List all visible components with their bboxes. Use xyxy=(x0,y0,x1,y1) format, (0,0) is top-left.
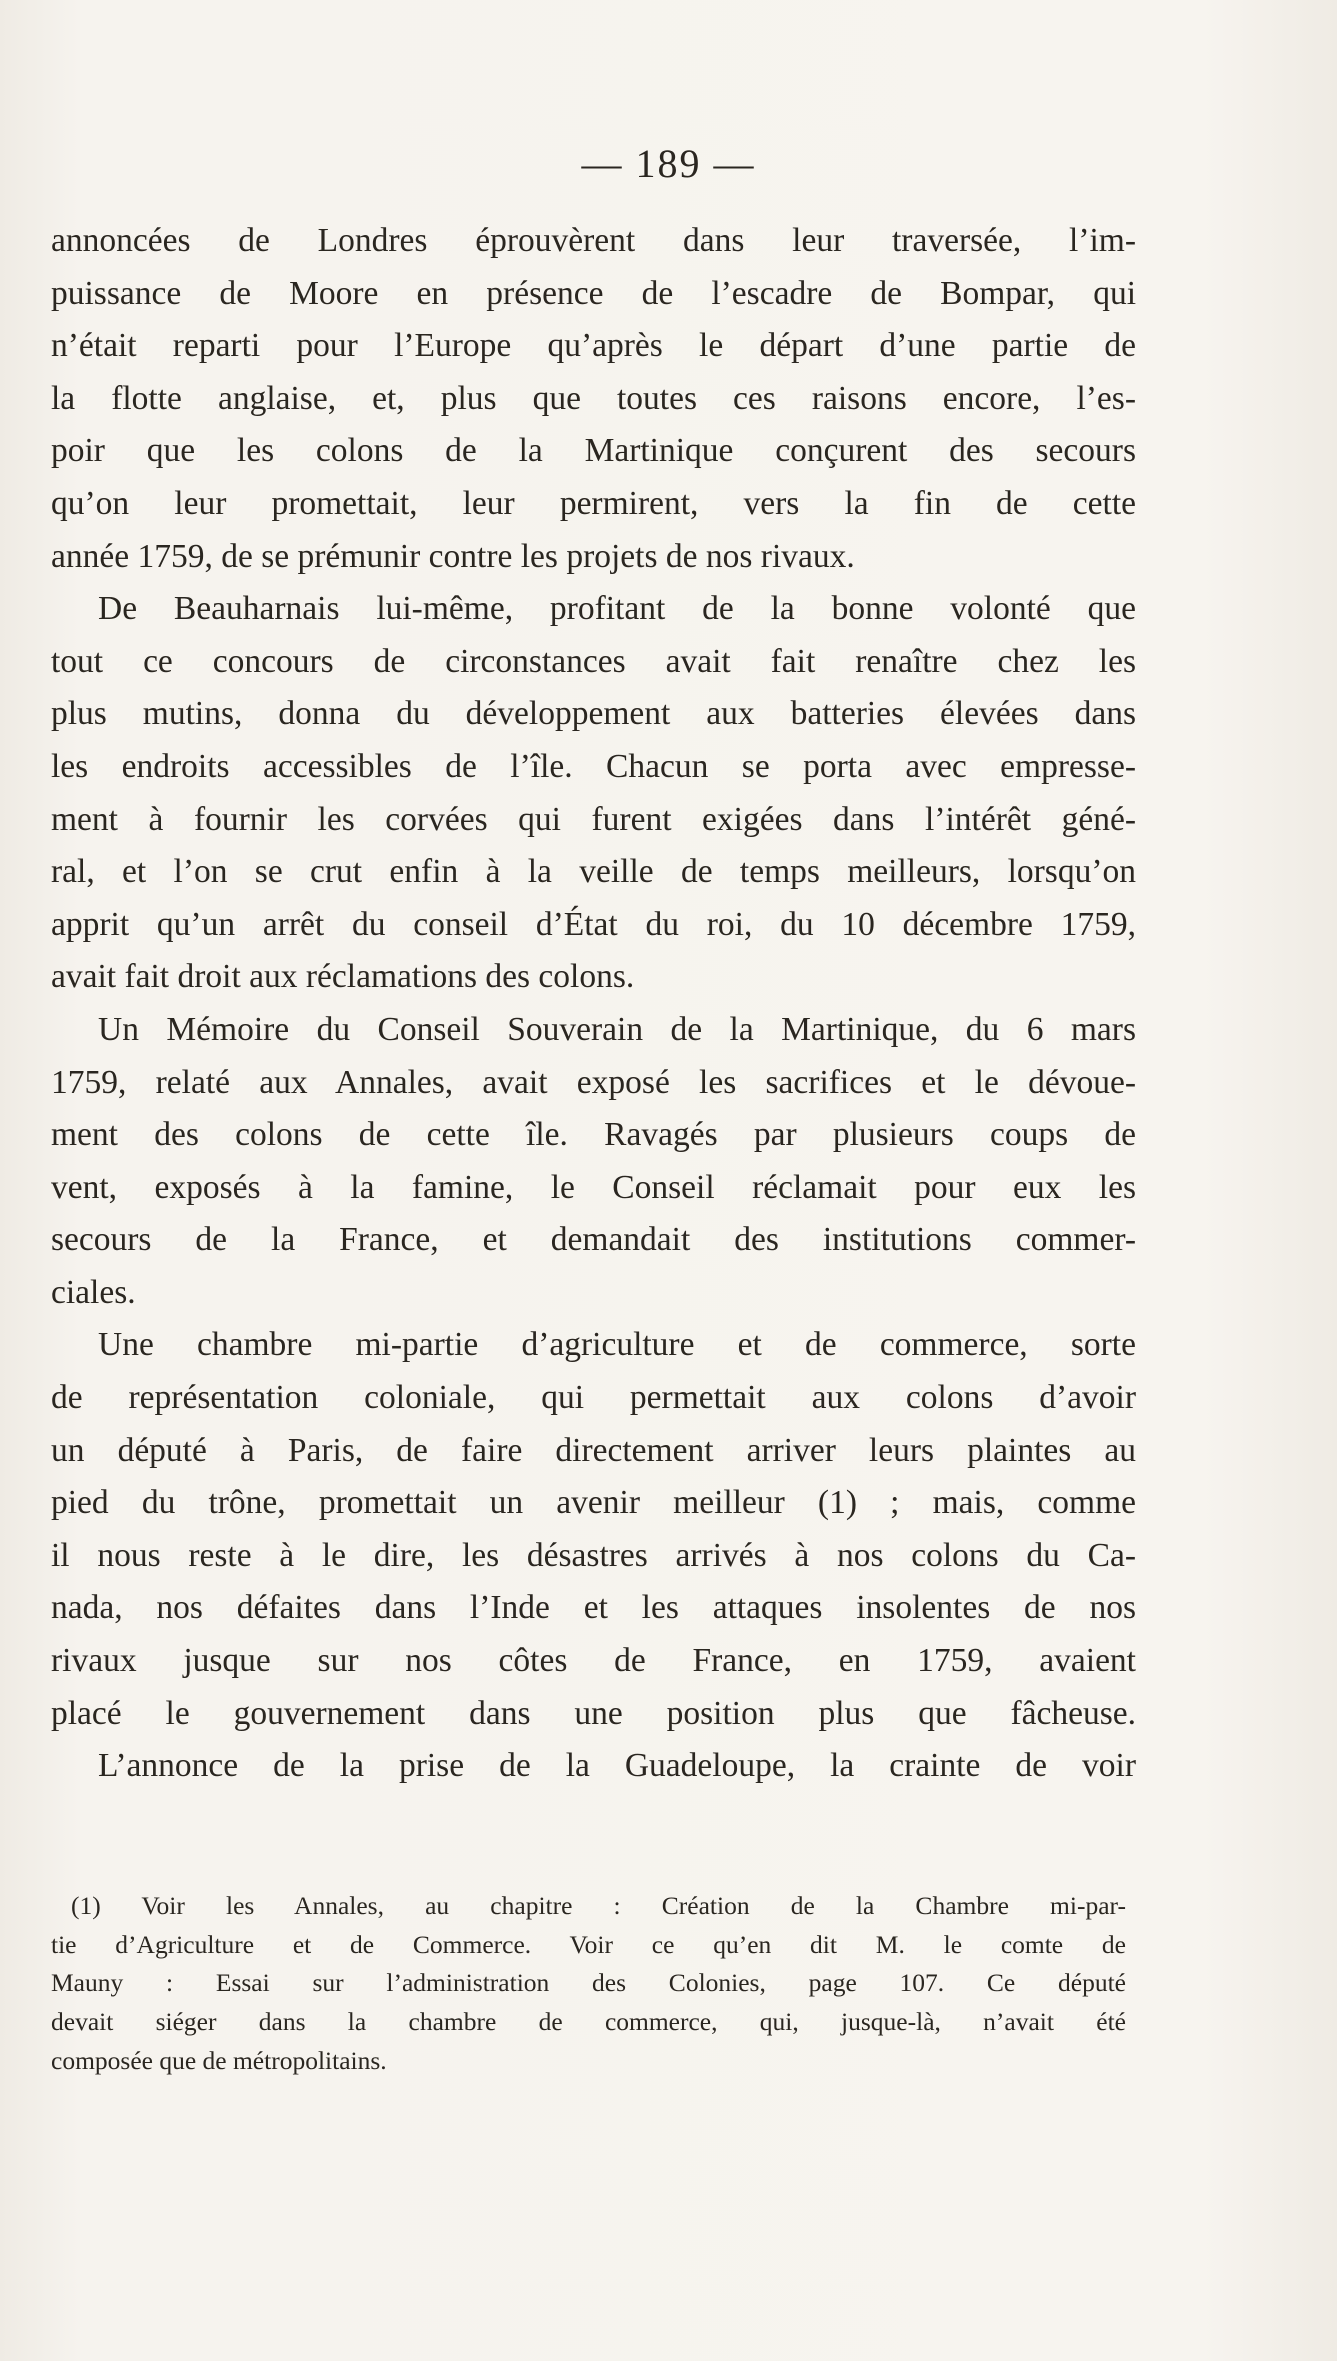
footnote-line: devait siéger dans la chambre de commerce, qui, jusque-là, n’avait été xyxy=(51,2007,1126,2037)
footnote-line: Mauny : Essai sur l’administration des Colonies, page 107. Ce député xyxy=(51,1968,1126,1998)
text-line: L’annonce de la prise de la Guadeloupe, la crainte de voir xyxy=(98,1747,1136,1785)
footnote-line: composée que de métropolitains. xyxy=(51,2045,387,2075)
text-line: apprit qu’un arrêt du conseil d’État du roi, du 10 décembre 1759, xyxy=(51,905,1136,943)
text-line: 1759, relaté aux Annales, avait exposé les sacrifices et le dévoue- xyxy=(51,1063,1136,1101)
text-line: un député à Paris, de faire directement arriver leurs plaintes au xyxy=(51,1431,1136,1469)
text-line: la flotte anglaise, et, plus que toutes ces raisons encore, l’es- xyxy=(51,379,1136,417)
text-line: ment des colons de cette île. Ravagés par plusieurs coups de xyxy=(51,1116,1136,1154)
text-line: avait fait droit aux réclamations des colons. xyxy=(51,958,635,996)
text-line: tout ce concours de circonstances avait fait renaître chez les xyxy=(51,642,1136,680)
text-line: il nous reste à le dire, les désastres arrivés à nos colons du Ca- xyxy=(51,1536,1136,1574)
text-line: annoncées de Londres éprouvèrent dans leur traversée, l’im- xyxy=(51,222,1136,259)
paragraph xyxy=(51,583,1136,1004)
paragraph xyxy=(51,1319,1136,1740)
paragraph xyxy=(51,215,1136,583)
page-number: — 189 — xyxy=(581,141,756,186)
text-line: puissance de Moore en présence de l’escadre de Bompar, qui xyxy=(51,274,1136,312)
text-line: pied du trône, promettait un avenir meilleur (1) ; mais, comme xyxy=(51,1484,1136,1522)
text-line: ciales. xyxy=(51,1273,136,1311)
text-line: année 1759, de se prémunir contre les projets de nos rivaux. xyxy=(51,537,855,575)
text-line: ral, et l’on se crut enfin à la veille de temps meilleurs, lorsqu’on xyxy=(51,853,1136,891)
text-line: poir que les colons de la Martinique conçurent des secours xyxy=(51,432,1136,470)
paragraph xyxy=(51,1004,1136,1320)
paragraph xyxy=(51,1740,1136,1793)
footnote-line: (1) Voir les Annales, au chapitre : Création de la Chambre mi-par- xyxy=(71,1891,1126,1920)
text-line: nada, nos défaites dans l’Inde et les attaques insolentes de nos xyxy=(51,1589,1136,1627)
text-line: Une chambre mi-partie d’agriculture et de commerce, sorte xyxy=(98,1326,1136,1364)
text-line: rivaux jusque sur nos côtes de France, en 1759, avaient xyxy=(51,1642,1136,1680)
text-line: les endroits accessibles de l’île. Chacun se porta avec empresse- xyxy=(51,747,1136,785)
text-line: ment à fournir les corvées qui furent exigées dans l’intérêt géné- xyxy=(51,800,1136,838)
text-line: secours de la France, et demandait des institutions commer- xyxy=(51,1221,1136,1259)
text-line: plus mutins, donna du développement aux batteries élevées dans xyxy=(51,695,1136,733)
text-line: placé le gouvernement dans une position plus que fâcheuse. xyxy=(51,1694,1136,1732)
text-line: De Beauharnais lui-même, profitant de la bonne volonté que xyxy=(98,590,1136,628)
footnote-line: tie d’Agriculture et de Commerce. Voir ce qu’en dit M. le comte de xyxy=(51,1929,1126,1959)
text-line: qu’on leur promettait, leur permirent, vers la fin de cette xyxy=(51,484,1136,522)
body-text xyxy=(51,215,1136,1793)
footnote xyxy=(51,1887,1126,2080)
text-line: vent, exposés à la famine, le Conseil réclamait pour eux les xyxy=(51,1168,1136,1206)
text-line: Un Mémoire du Conseil Souverain de la Martinique, du 6 mars xyxy=(98,1010,1136,1048)
text-line: n’était reparti pour l’Europe qu’après le départ d’une partie de xyxy=(51,327,1136,365)
text-line: de représentation coloniale, qui permettait aux colons d’avoir xyxy=(51,1379,1136,1417)
